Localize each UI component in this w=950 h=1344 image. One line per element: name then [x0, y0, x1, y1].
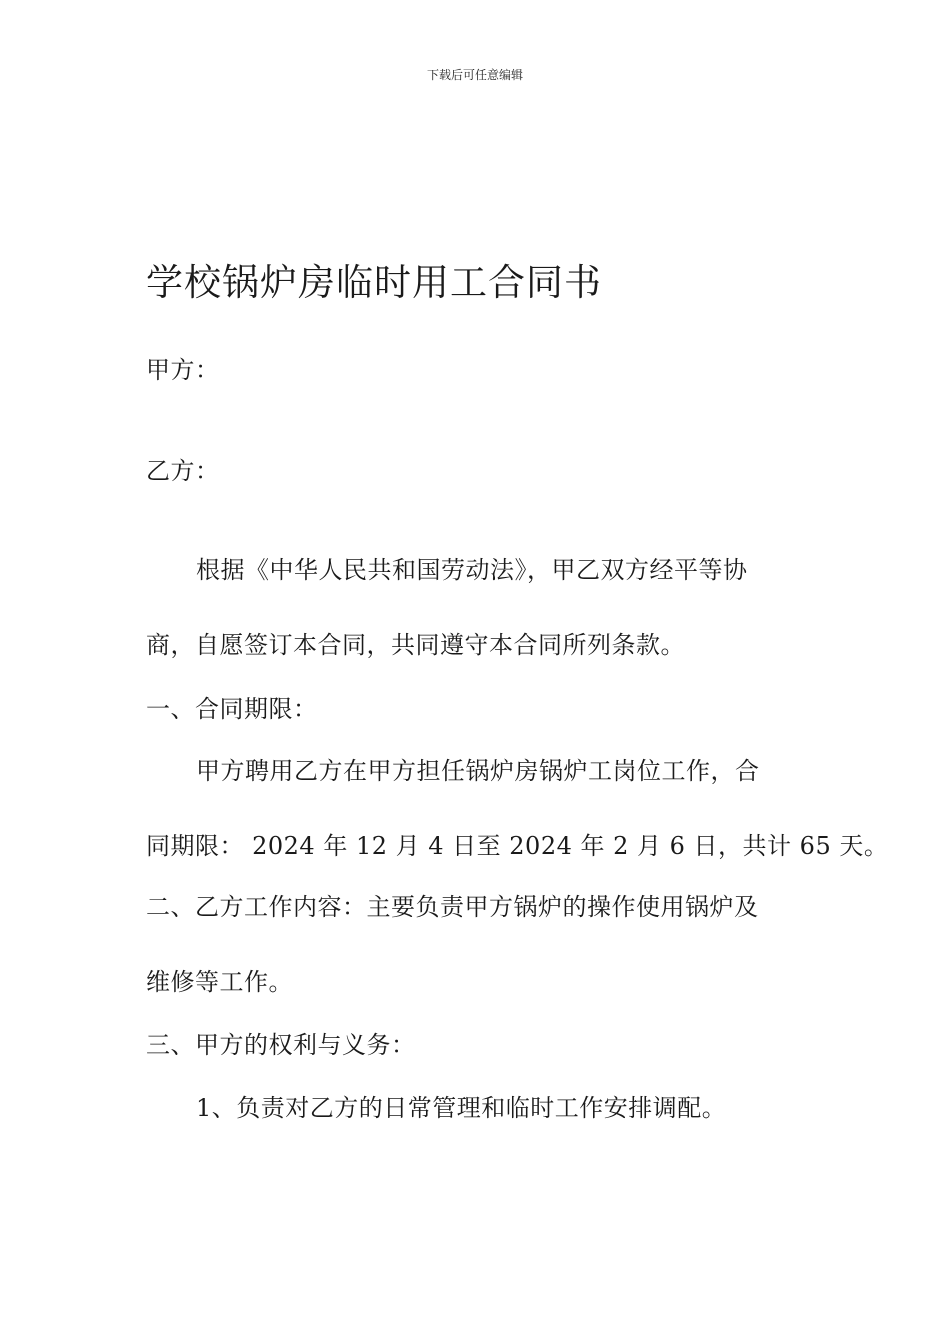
section-2-line-2: 维修等工作。	[146, 968, 293, 996]
party-a-label: 甲方：	[146, 356, 220, 384]
section-1-line-1: 甲方聘用乙方在甲方担任锅炉房锅炉工岗位工作，合	[196, 757, 760, 785]
document-title: 学校锅炉房临时用工合同书	[146, 261, 602, 304]
section-3-heading: 三、甲方的权利与义务：	[146, 1031, 416, 1059]
section-1-heading: 一、合同期限：	[146, 695, 318, 723]
section-2-line-1: 二、乙方工作内容：主要负责甲方锅炉的操作使用锅炉及	[146, 893, 759, 921]
section-3-item-1: 1、负责对乙方的日常管理和临时工作安排调配。	[196, 1094, 727, 1122]
intro-paragraph-line-2: 商，自愿签订本合同，共同遵守本合同所列条款。	[146, 631, 685, 659]
page-header-note: 下载后可任意编辑	[426, 68, 523, 82]
section-1-line-2: 同期限： 2024 年 12 月 4 日至 2024 年 2 月 6 日，共计 65 天。	[146, 832, 889, 860]
intro-paragraph-line-1: 根据《中华人民共和国劳动法》，甲乙双方经平等协	[196, 556, 748, 584]
party-b-label: 乙方：	[146, 457, 220, 485]
